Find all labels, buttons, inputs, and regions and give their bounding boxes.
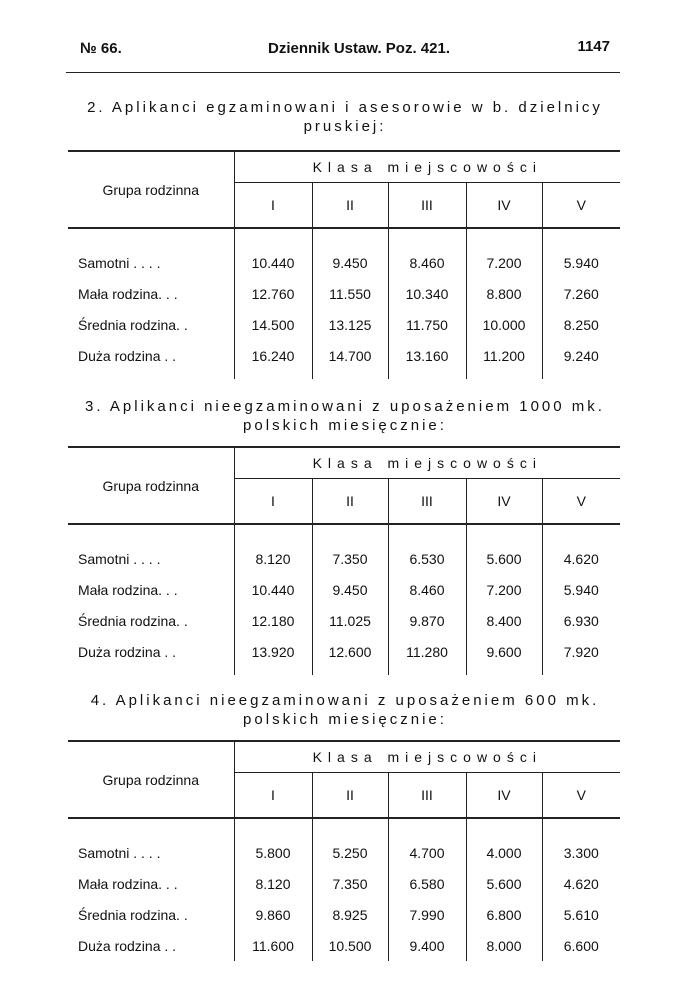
cell-value: 10.440 — [234, 247, 312, 278]
column-header: IV — [466, 479, 542, 525]
cell-value: 5.940 — [563, 254, 599, 271]
cell-value: 5.600 — [466, 868, 542, 899]
column-header: III — [388, 183, 466, 229]
cell-value: 11.025 — [312, 605, 388, 636]
cell-value: 7.260 — [563, 285, 599, 302]
header-rule — [66, 72, 620, 73]
column-header: V — [542, 773, 620, 819]
cell-value: 9.450 — [312, 247, 388, 278]
cell-value: 8.925 — [312, 899, 388, 930]
table-row — [68, 543, 620, 574]
column-header: II — [312, 773, 388, 819]
column-header: III — [388, 773, 466, 819]
section-3-table — [68, 446, 620, 675]
cell-value: 13.160 — [388, 340, 466, 371]
column-header: II — [312, 183, 388, 229]
cell-value: 5.800 — [234, 837, 312, 868]
row-label: Mała rodzina. . . — [68, 574, 234, 605]
cell-value: 8.250 — [563, 316, 599, 333]
cell-value: 9.400 — [388, 930, 466, 961]
cell-value: 6.600 — [563, 937, 599, 954]
cell-value: 6.580 — [388, 868, 466, 899]
section-2-heading — [70, 98, 620, 136]
cell-value: 11.550 — [312, 278, 388, 309]
section-4-heading-line1: 4. Aplikanci nieegzaminowani z uposażeniem 600 mk. — [90, 692, 600, 709]
table-row — [68, 605, 620, 636]
row-label: Samotni . . . . — [68, 247, 234, 278]
cell-value: 8.460 — [388, 574, 466, 605]
cell-value: 7.990 — [388, 899, 466, 930]
cell-value: 12.600 — [312, 636, 388, 667]
column-header: II — [312, 479, 388, 525]
table-row — [68, 574, 620, 605]
cell-value: 7.200 — [466, 574, 542, 605]
cell-value: 10.440 — [234, 574, 312, 605]
row-label: Duża rodzina . . — [68, 930, 234, 961]
row-label: Mała rodzina. . . — [68, 868, 234, 899]
table-row — [68, 837, 620, 868]
table-row — [68, 899, 620, 930]
cell-value: 11.200 — [466, 340, 542, 371]
section-2-heading-line1: 2. Aplikanci egzaminowani i asesorowie w b. dzielnicy — [87, 99, 603, 116]
page-number: 1147 — [577, 38, 610, 55]
table-row — [68, 868, 620, 899]
section-3-heading-line1: 3. Aplikanci nieegzaminowani z uposażeniem 1000 mk. — [85, 398, 605, 415]
row-label: Mała rodzina. . . — [68, 278, 234, 309]
cell-value: 5.250 — [312, 837, 388, 868]
cell-value: 9.240 — [563, 347, 599, 364]
cell-value: 6.530 — [388, 543, 466, 574]
cell-value: 6.800 — [466, 899, 542, 930]
cell-value: 13.920 — [234, 636, 312, 667]
section-4-heading — [70, 691, 620, 729]
column-header: V — [542, 183, 620, 229]
row-label: Duża rodzina . . — [68, 636, 234, 667]
cell-value: 13.125 — [312, 309, 388, 340]
column-header: IV — [466, 183, 542, 229]
table-row — [68, 636, 620, 667]
cell-value: 4.620 — [563, 550, 599, 567]
cell-value: 10.340 — [388, 278, 466, 309]
column-header: I — [234, 773, 312, 819]
row-label: Samotni . . . . — [68, 837, 234, 868]
group-header: Grupa rodzinna — [68, 151, 234, 228]
cell-value: 14.500 — [234, 309, 312, 340]
page-header — [80, 36, 610, 62]
row-label: Średnia rodzina. . — [68, 605, 234, 636]
cell-value: 3.300 — [563, 844, 599, 861]
cell-value: 6.930 — [563, 612, 599, 629]
cell-value: 8.120 — [234, 868, 312, 899]
class-header: Klasa miejscowości — [234, 741, 620, 773]
section-4-table — [68, 740, 620, 961]
cell-value: 9.600 — [466, 636, 542, 667]
cell-value: 8.800 — [466, 278, 542, 309]
column-header: III — [388, 479, 466, 525]
cell-value: 7.200 — [466, 247, 542, 278]
table-row — [68, 930, 620, 961]
cell-value: 4.620 — [563, 875, 599, 892]
journal-title: Dziennik Ustaw. Poz. 421. — [268, 40, 450, 57]
cell-value: 8.400 — [466, 605, 542, 636]
cell-value: 5.610 — [563, 906, 599, 923]
cell-value: 7.920 — [563, 643, 599, 660]
table-row — [68, 247, 620, 278]
column-header: I — [234, 183, 312, 229]
cell-value: 9.450 — [312, 574, 388, 605]
row-label: Samotni . . . . — [68, 543, 234, 574]
group-header: Grupa rodzinna — [68, 741, 234, 818]
class-header: Klasa miejscowości — [234, 447, 620, 479]
cell-value: 9.870 — [388, 605, 466, 636]
section-2-table — [68, 150, 620, 379]
cell-value: 12.760 — [234, 278, 312, 309]
cell-value: 11.600 — [234, 930, 312, 961]
table-row — [68, 309, 620, 340]
row-label: Średnia rodzina. . — [68, 899, 234, 930]
cell-value: 5.600 — [466, 543, 542, 574]
cell-value: 4.000 — [466, 837, 542, 868]
column-header: I — [234, 479, 312, 525]
cell-value: 12.180 — [234, 605, 312, 636]
cell-value: 8.120 — [234, 543, 312, 574]
cell-value: 7.350 — [312, 543, 388, 574]
cell-value: 11.750 — [388, 309, 466, 340]
issue-number: № 66. — [80, 40, 122, 57]
section-3-heading — [70, 397, 620, 435]
cell-value: 8.460 — [388, 247, 466, 278]
cell-value: 9.860 — [234, 899, 312, 930]
cell-value: 8.000 — [466, 930, 542, 961]
cell-value: 10.000 — [466, 309, 542, 340]
table-row — [68, 278, 620, 309]
cell-value: 5.940 — [563, 581, 599, 598]
cell-value: 14.700 — [312, 340, 388, 371]
group-header: Grupa rodzinna — [68, 447, 234, 524]
table-row — [68, 340, 620, 371]
section-4-heading-line2: polskich miesięcznie: — [243, 711, 447, 728]
cell-value: 10.500 — [312, 930, 388, 961]
row-label: Średnia rodzina. . — [68, 309, 234, 340]
cell-value: 7.350 — [312, 868, 388, 899]
column-header: IV — [466, 773, 542, 819]
cell-value: 16.240 — [234, 340, 312, 371]
cell-value: 4.700 — [388, 837, 466, 868]
column-header: V — [542, 479, 620, 525]
row-label: Duża rodzina . . — [68, 340, 234, 371]
section-3-heading-line2: polskich miesięcznie: — [243, 417, 447, 434]
class-header: Klasa miejscowości — [234, 151, 620, 183]
section-2-heading-line2: pruskiej: — [303, 118, 387, 135]
cell-value: 11.280 — [388, 636, 466, 667]
